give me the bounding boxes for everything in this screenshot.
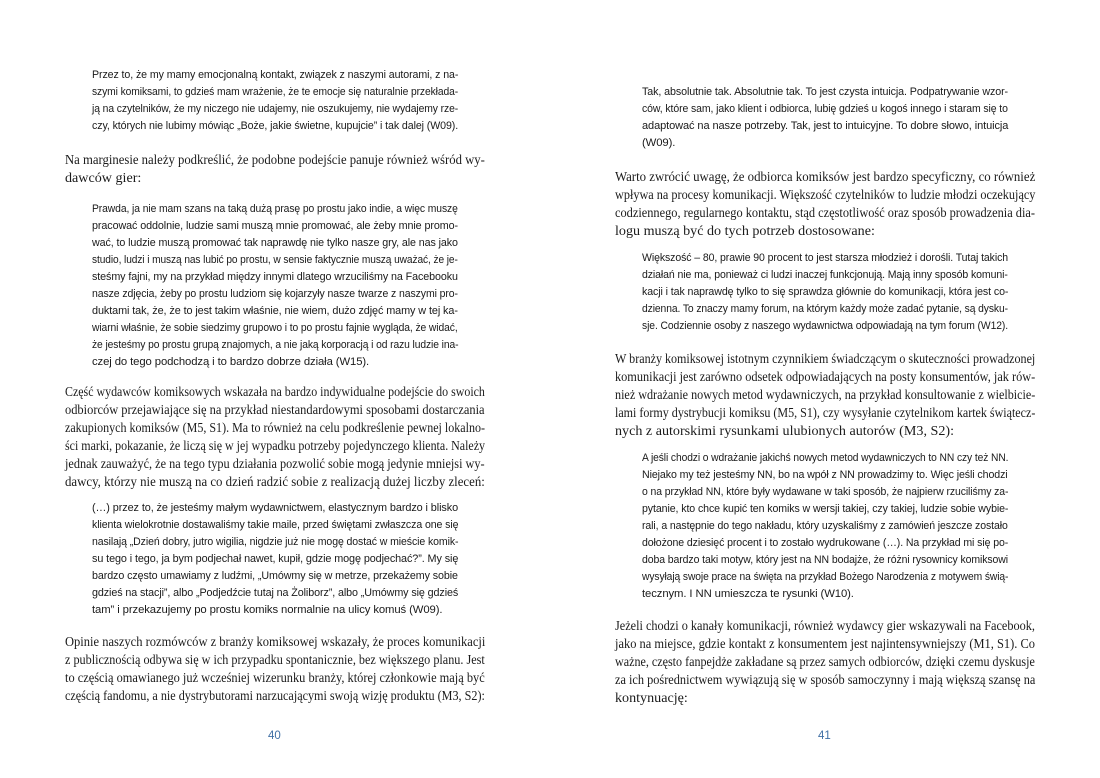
text-line: bardzo często umawiamy z ludźmi, „Umówmy się w metrze, przekażemy sobie [92, 570, 458, 582]
block-quote [642, 250, 1008, 335]
text-line: działań nie ma, ponieważ ci ludzi inaczej funkcjonują. Mają inny sposób komuni- [642, 269, 1008, 281]
text-line: sje. Codziennie osoby z naszego wydawnictwa odpowiadają na tym forum (W12). [642, 320, 1009, 332]
page-number: 41 [818, 730, 831, 742]
text-line: Opinie naszych rozmówców z branży komiksowej wskazały, że proces komunikacji [65, 634, 486, 650]
text-line: o na przykład NN, które były wydawane w taki sposób, że najpierw rzuciliśmy za- [642, 486, 1009, 498]
block-quote [92, 201, 458, 371]
text-line: rali, a następnie do tego nakładu, który uzyskaliśmy z zamówień jeszcze zostało [642, 520, 1008, 532]
text-line: wać, to ludzie muszą promować tak naprawdę nie tylko nasze gry, ale nas jako [92, 237, 458, 249]
text-line: czy, których nie lubimy mówiąc „Boże, jakie świetne, kupujcie” i tak dalej (W09). [92, 120, 459, 132]
text-line: lami formy dystrybucji komiksu (M5, S1), czy wysyłanie czytelnikom kartek świątecz- [615, 405, 1036, 421]
text-line: Tak, absolutnie tak. Absolutnie tak. To jest czysta intuicja. Podpatrywanie wzor- [642, 86, 1009, 98]
body-paragraph [615, 350, 1035, 440]
text-line: pytanie, kto chce kupić ten komiks w wersji takiej, czy takiej, ludzie sobie wybie- [642, 503, 1009, 515]
text-line: wiarni właśnie, że sobie siedzimy grupowo i to po prostu fajnie wygląda, że widać, [92, 322, 458, 334]
text-line: nasze zdjęcia, żeby po prostu ludziom się kojarzyły nasze twarze z naszymi pro- [92, 288, 458, 300]
block-quote [642, 450, 1008, 603]
text-line: Niejako my też jesteśmy NN, bo na wpół z NN prowadzimy to. Więc jeśli chodzi [642, 469, 1008, 481]
text-line: kontynuację: [615, 690, 688, 706]
text-line: adaptować na nasze potrzeby. Tak, jest to intuicyjne. To dobre słowo, intuicja [642, 120, 1009, 132]
text-line: że jesteśmy po prostu grupą znajomych, a nie jaką korporacją i od razu ludzie ina- [92, 339, 459, 351]
text-line: Prawda, ja nie mam szans na taką dużą prasę po prostu jako indie, a więc muszę [92, 203, 458, 215]
text-line: (W09). [642, 137, 676, 149]
text-line: ści marki, pokazanie, że liczą się w jej wypadku potrzeby pojedynczego klienta. Należy [65, 438, 486, 454]
text-line: klienta wielokrotnie dostawaliśmy takie maile, przed świętami zwłaszcza one się [92, 519, 459, 531]
text-line: A jeśli chodzi o wdrażanie jakichś nowych metod wydawniczych to NN czy też NN. [642, 452, 1009, 464]
text-line: tam” i przekazujemy po prostu komiks normalnie na ulicy komuś (W09). [92, 604, 443, 616]
text-line: logu muszą być do tych potrzeb dostosowane: [615, 223, 875, 239]
text-line: tecznym. I NN umieszcza te rysunki (W10). [642, 588, 854, 600]
text-line: częścią fandomu, a nie dystrybutorami narzucającymi swoją wizję produktu (M3, S2): [65, 688, 485, 704]
text-line: czej do tego podchodzą i to bardzo dobrze działa (W15). [92, 356, 370, 368]
right-page [550, 0, 1100, 778]
text-line: studio, ludzi i muszą nas lubić po prostu, w sensie faktycznie muszą uważać, że je- [92, 254, 458, 266]
text-line: to częścią omawianego już wcześniej wizerunku branży, której członkowie mają być [65, 670, 485, 686]
text-line: Warto zwrócić uwagę, że odbiorca komiksów jest bardzo specyficzny, co również [615, 169, 1036, 185]
text-line: Na marginesie należy podkreślić, że podobne podejście panuje również wśród wy- [65, 152, 485, 168]
text-line: dołożone dziesięć procent i to zostało wydrukowane (…). Na przykład mi się po- [642, 537, 1009, 549]
text-line: za ich pośrednictwem wywiązują się w sposób samoczynny i mają większą szansę na [615, 672, 1036, 688]
text-line: ważne, często fanpejdże zakładane są przez samych odbiorców, dzięki czemu dyskusje [615, 654, 1035, 670]
text-line: jako na miejsce, gdzie kontakt z konsumentem jest najintensywniejszy (M1, S1). Co [615, 636, 1035, 652]
body-paragraph [615, 168, 1035, 240]
block-quote [92, 67, 458, 135]
block-quote [642, 84, 1008, 152]
text-line: zakupionych komiksów (M5, S1). Ma to również na celu podkreślenie pewnej lokalno- [65, 420, 485, 436]
text-line: (…) przez to, że jesteśmy małym wydawnictwem, elastycznym bardzo i blisko [92, 502, 459, 514]
text-line: ją na czytelników, że my niczego nie udajemy, nie oszukujemy, nie wydajemy rze- [92, 103, 459, 115]
text-line: z publicznością odbywa się w ich przypadku spontanicznie, bez większego planu. Jest [65, 652, 485, 668]
text-line: Większość – 80, prawie 90 procent to jest starsza młodzież i dorośli. Tutaj takich [642, 252, 1009, 264]
text-line: Jeżeli chodzi o kanały komunikacji, również wydawcy gier wskazywali na Facebook, [615, 618, 1035, 634]
text-line: steśmy fajni, my na przykład między innymi dlatego wrzuciliśmy na Facebooku [92, 271, 458, 283]
text-line: ców, które sam, jako klient i odbiorca, lubię gdzieś u kogoś innego i staram się to [642, 103, 1008, 115]
body-paragraph [65, 633, 485, 705]
text-line: Część wydawców komiksowych wskazała na bardzo indywidualne podejście do swoich [65, 384, 485, 400]
text-line: komunikacji jest zarówno odsetek odpowiadających na posty konsumentów, jak rów- [615, 369, 1036, 385]
text-line: doba bardzo taki motyw, który jest na NN bodajże, że różni rysownicy komiksowi [642, 554, 1009, 566]
text-line: Przez to, że my mamy emocjonalną kontakt, związek z naszymi autorami, z na- [92, 69, 459, 81]
text-line: wpływa na procesy komunikacji. Większość czytelników to ludzie młodzi oczekujący [615, 187, 1036, 203]
text-line: nasilają „Dzień dobry, jutro wigilia, nigdzie już nie mogę dostać w mieście komik- [92, 536, 459, 548]
text-line: duktami tak, że, że to jest takim właśnie, nie wiem, dużo zdjęć mamy w tej ka- [92, 305, 458, 317]
body-paragraph [615, 617, 1035, 707]
text-line: dawcy, którzy nie muszą na co dzień radzić sobie z realizacją dużej liczby zleceń: [65, 474, 485, 490]
text-line: codziennego, regularnego kontaktu, stąd częstotliwość oraz sposób prowadzenia dia- [615, 205, 1036, 221]
text-line: pracować oddolnie, ludzie sami muszą mnie promować, ale żeby mnie promo- [92, 220, 458, 232]
text-line: jednak zauważyć, że na tego typu działania pozwolić sobie mogą jedynie mniejsi wy- [65, 456, 485, 472]
text-line: szymi komiksami, to gdzieś mam wrażenie, że te emocje się naturalnie przekłada- [92, 86, 459, 98]
text-line: dzienna. To znaczy mamy forum, na którym każdy może zadać pytanie, są dysku- [642, 303, 1008, 315]
body-paragraph [65, 151, 485, 187]
text-line: gdzieś na stacji”, albo „Podjedźcie tutaj na Żoliborz”, albo „Umówmy się gdzieś [92, 587, 459, 599]
text-line: wysyłają swoje prace na święta na przykład Bożego Narodzenia z motywem świą- [642, 571, 1009, 583]
text-line: su tego i tego, ja bym podjechał nawet, kupił, gdzie mogę podjechać?”. My się [92, 553, 459, 565]
text-line: W branży komiksowej istotnym czynnikiem świadczącym o skuteczności prowadzonej [615, 351, 1036, 367]
text-line: nych z autorskimi rysunkami ulubionych autorów (M3, S2): [615, 423, 954, 439]
body-paragraph [65, 383, 485, 491]
block-quote [92, 500, 458, 619]
text-line: dawców gier: [65, 170, 142, 186]
page-number: 40 [268, 730, 281, 742]
text-line: kacji i tak naprawdę tylko to się sprawdza głównie do komunikacji, która jest co- [642, 286, 1009, 298]
text-line: odbiorców przejawiające się na przykład niestandardowymi sposobami dostarczania [65, 402, 485, 418]
text-line: nież wdrażanie nowych metod wydawniczych, na przykład konsultowanie z wielbicie- [615, 387, 1036, 403]
